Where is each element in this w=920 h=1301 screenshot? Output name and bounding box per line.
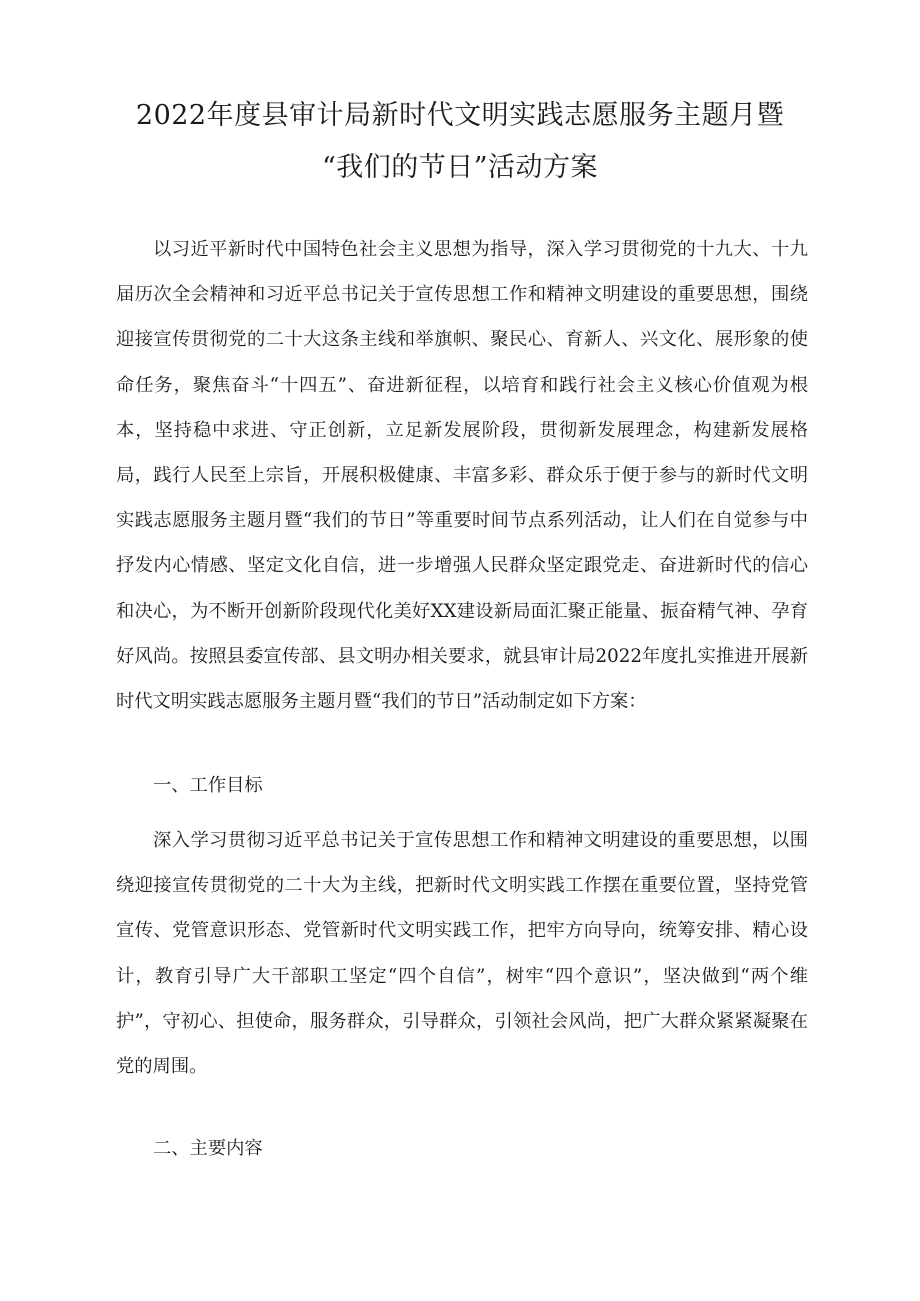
document-title-line-2: “我们的节日”活动方案	[321, 152, 599, 183]
document-title-line-1: 2022年度县审计局新时代文明实践志愿服务主题月暨	[135, 100, 785, 131]
intro-paragraph: 以习近平新时代中国特色社会主义思想为指导，深入学习贯彻党的十九大、十九届历次全会精神和习近平总书记关于宣传思想工作和精神文明建设的重要思想，围绕迎接宣传贯彻党的二十大这条主线和举旗帜、聚民心、育新人、兴文化、展形象的使命任务，聚焦奋斗“十四五”、奋进新征程，以培育和践行社会主义核心价值观为根本，坚持稳中求进、守正创新，立足新发展阶段，贯彻新发展理念，构建新发展格局，践行人民至上宗旨，开展积极健康、丰富多彩、群众乐于便于参与的新时代文明实践志愿服务主题月暨“我们的节日”等重要时间节点系列活动，让人们在自觉参与中抒发内心情感、坚定文化自信，进一步增强人民群众坚定跟党走、奋进新时代的信心和决心，为不断开创新阶段现代化美好XX建设新局面汇聚正能量、振奋精气神、孕育好风尚。按照县委宣传部、县文明办相关要求，就县审计局2022年度扎实推进开展新时代文明实践志愿服务主题月暨“我们的节日”活动制定如下方案：	[116, 239, 808, 713]
work-goals-paragraph: 深入学习贯彻习近平总书记关于宣传思想工作和精神文明建设的重要思想，以围绕迎接宣传贯彻党的二十大为主线，把新时代文明实践工作摆在重要位置，坚持党管宣传、党管意识形态、党管新时代文明实践工作，把牢方向导向，统筹安排、精心设计，教育引导广大干部职工坚定“四个自信”，树牢“四个意识”，坚决做到“两个维护”，守初心、担使命，服务群众，引导群众，引领社会风尚，把广大群众紧紧凝聚在党的周围。	[116, 830, 808, 1078]
section-heading-work-goals: 一、工作目标	[153, 775, 263, 796]
section-heading-main-content: 二、主要内容	[153, 1138, 263, 1159]
